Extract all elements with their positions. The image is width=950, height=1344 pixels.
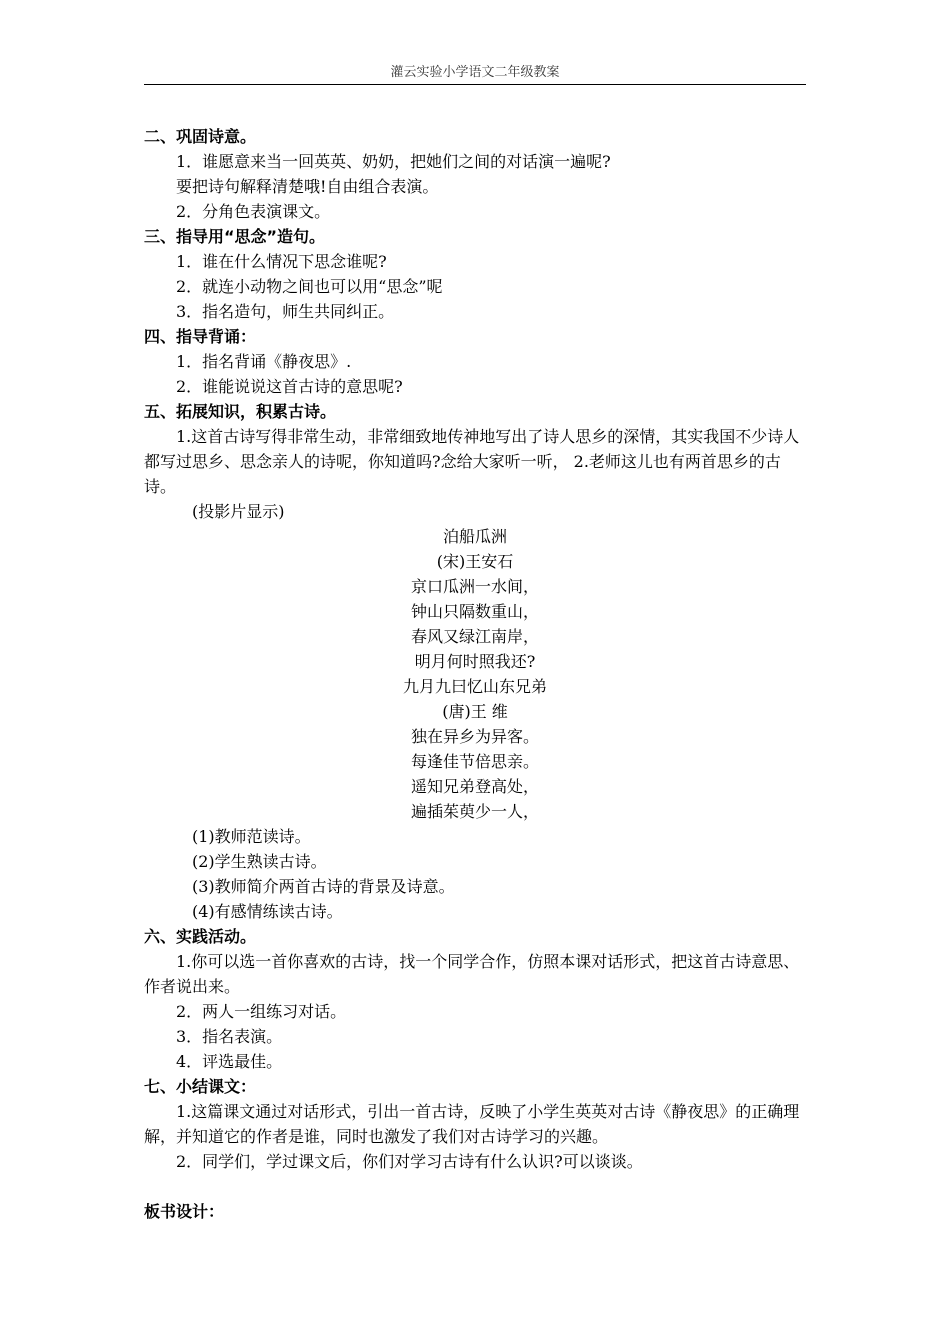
poem-2-line: 遍插茱萸少一人， (410, 802, 539, 821)
section-4-line-1: 1．指名背诵《静夜思》. (176, 352, 352, 371)
poem-2 (144, 674, 806, 824)
section-3-heading: 三、指导用“思念”造句。 (144, 227, 326, 246)
poem-2-line: 每逢佳节倍思亲。 (410, 752, 539, 771)
section-7-line-2: 2．同学们，学过课文后，你们对学习古诗有什么认识?可以谈谈。 (176, 1152, 643, 1171)
section-7-heading: 七、小结课文： (144, 1077, 257, 1096)
section-6-paragraph: 1.你可以选一首你喜欢的古诗，找一个同学合作，仿照本课对话形式，把这首古诗意思、作者说出来。 (144, 952, 800, 996)
poem-2-title: 九月九曰忆山东兄弟 (402, 677, 547, 696)
poem-1-title: 泊船瓜洲 (442, 527, 507, 546)
poem-1-line: 钟山只隔数重山， (410, 602, 539, 621)
poem-2-line: 遥知兄弟登高处， (410, 777, 539, 796)
lesson-plan-body (144, 124, 806, 1224)
poem-1-line: 京口瓜洲一水间， (410, 577, 539, 596)
step-item: (3)教师简介两首古诗的背景及诗意。 (192, 877, 455, 896)
section-2-line-3: 2．分角色表演课文。 (176, 202, 331, 221)
poem-2-author: (唐)王 维 (442, 702, 508, 721)
poem-1-author: (宋)王安石 (436, 552, 514, 571)
section-2-line-1: 1．谁愿意来当一回英英、奶奶，把她们之间的对话演一遍呢? (176, 152, 611, 171)
section-2-line-2: 要把诗句解释清楚哦!自由组合表演。 (176, 177, 439, 196)
step-item: (1)教师范读诗。 (192, 827, 311, 846)
step-item: (2)学生熟读古诗。 (192, 852, 327, 871)
section-2-heading: 二、巩固诗意。 (144, 127, 257, 146)
step-item: (4)有感情练读古诗。 (192, 902, 343, 921)
section-4-heading: 四、指导背诵： (144, 327, 257, 346)
poem-1-line: 明月何时照我还? (414, 652, 536, 671)
section-6-line-4: 4．评选最佳。 (176, 1052, 283, 1071)
section-5-paragraph: 1.这首古诗写得非常生动，非常细致地传神地写出了诗人思乡的深情，其实我国不少诗人都写过思乡、思念亲人的诗呢，你知道吗?念给大家听一听， 2.老师这儿也有两首思乡的古诗。 (144, 427, 800, 496)
section-4-line-2: 2．谁能说说这首古诗的意思呢? (176, 377, 403, 396)
section-7-paragraph: 1.这篇课文通过对话形式，引出一首古诗，反映了小学生英英对古诗《静夜思》的正确理解，并知道它的作者是谁，同时也激发了我们对古诗学习的兴趣。 (144, 1102, 800, 1146)
blank-line (144, 1174, 806, 1199)
poem-1 (144, 524, 806, 674)
page-header: 灌云实验小学语文二年级教案 (144, 64, 806, 85)
section-3-line-1: 1．谁在什么情况下思念谁呢? (176, 252, 387, 271)
section-5-heading: 五、拓展知识，积累古诗。 (144, 402, 337, 421)
poem-1-line: 春风又绿江南岸， (410, 627, 539, 646)
section-6-line-2: 2．两人一组练习对话。 (176, 1002, 347, 1021)
section-3-line-3: 3．指名造句，师生共同纠正。 (176, 302, 395, 321)
section-6-line-3: 3．指名表演。 (176, 1027, 283, 1046)
section-6-heading: 六、实践活动。 (144, 927, 257, 946)
section-3-line-2: 2．就连小动物之间也可以用“思念”呢 (176, 277, 443, 296)
poem-2-line: 独在异乡为异客。 (410, 727, 539, 746)
projector-note: (投影片显示) (192, 502, 285, 521)
board-design-heading: 板书设计： (144, 1202, 225, 1221)
